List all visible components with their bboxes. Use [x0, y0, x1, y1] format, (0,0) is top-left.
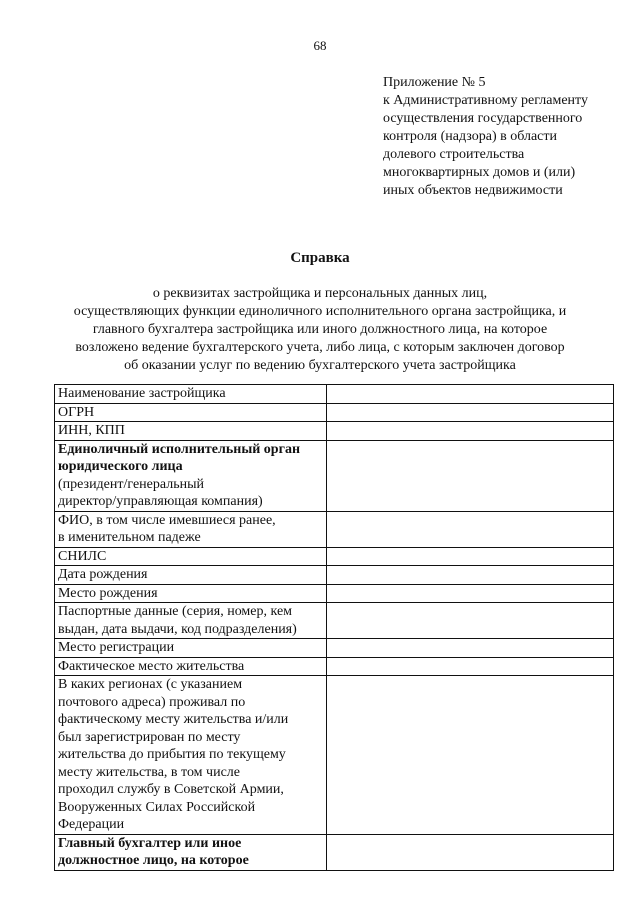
- label-line: жительства до прибытия по текущему: [58, 747, 286, 762]
- appendix-line: долевого строительства: [383, 147, 525, 162]
- appendix-line: иных объектов недвижимости: [383, 183, 563, 198]
- field-value: [326, 511, 613, 547]
- appendix-header: [383, 74, 623, 200]
- table-row: [55, 566, 614, 585]
- label-line: СНИЛС: [58, 548, 107, 564]
- label-line: Наименование застройщика: [58, 386, 226, 401]
- table-row: [55, 603, 614, 639]
- table-row: [55, 511, 614, 547]
- field-value: [326, 639, 613, 658]
- field-value: [326, 834, 613, 870]
- subtitle-line: о реквизитах застройщика и персональных данных лиц,: [152, 286, 488, 301]
- label-line: Место рождения: [58, 585, 158, 601]
- document-title: Справка: [290, 250, 350, 266]
- field-value: [326, 547, 613, 566]
- field-label: [55, 639, 327, 658]
- table-row: [55, 584, 614, 603]
- field-label: [55, 440, 327, 511]
- label-line: месту жительства, в том числе: [58, 764, 240, 780]
- label-line: ОГРН: [58, 404, 95, 420]
- label-line: в именительном падеже: [58, 530, 201, 545]
- document-subtitle: [40, 285, 600, 375]
- table-row: [55, 639, 614, 658]
- label-line: Вооруженных Силах Российской: [58, 799, 256, 815]
- table-row: [55, 422, 614, 441]
- field-value: [326, 657, 613, 676]
- appendix-line: Приложение № 5: [383, 75, 486, 90]
- label-line: Паспортные данные (серия, номер, кем: [58, 604, 293, 619]
- label-line: В каких регионах (с указанием: [58, 677, 243, 692]
- field-value: [326, 603, 613, 639]
- subtitle-line: возложено ведение бухгалтерского учета, либо лица, с которым заключен договор: [75, 340, 565, 355]
- field-value: [326, 440, 613, 511]
- field-label: [55, 834, 327, 870]
- label-line: Дата рождения: [58, 567, 148, 582]
- field-label: [55, 657, 327, 676]
- label-line: Место регистрации: [58, 640, 175, 655]
- requisites-table: [54, 384, 614, 871]
- label-line-bold: юридического лица: [58, 459, 183, 474]
- label-line: ФИО, в том числе имевшиеся ранее,: [58, 512, 276, 528]
- field-value: [326, 676, 613, 835]
- label-line: выдан, дата выдачи, код подразделения): [58, 621, 297, 637]
- field-value: [326, 566, 613, 585]
- field-value: [326, 422, 613, 441]
- field-label: [55, 676, 327, 835]
- table-row: [55, 385, 614, 404]
- subtitle-line: главного бухгалтера застройщика или иного должностного лица, на которое: [92, 322, 548, 337]
- table-row: [55, 657, 614, 676]
- appendix-line: многоквартирных домов и (или): [383, 165, 576, 180]
- appendix-line: контроля (надзора) в области: [383, 129, 558, 144]
- label-line: был зарегистрирован по месту: [58, 729, 241, 745]
- label-line: директор/управляющая компания): [58, 494, 263, 509]
- page-number: 68: [313, 38, 327, 53]
- field-label: [55, 547, 327, 566]
- table-row: [55, 403, 614, 422]
- label-line: Федерации: [58, 817, 125, 832]
- table-row: [55, 440, 614, 511]
- label-line: (президент/генеральный: [58, 476, 204, 492]
- field-value: [326, 584, 613, 603]
- appendix-line: осуществления государственного: [383, 111, 583, 126]
- field-label: [55, 566, 327, 585]
- field-label: [55, 422, 327, 441]
- field-label: [55, 403, 327, 422]
- field-label: [55, 511, 327, 547]
- label-line-bold: Главный бухгалтер или иное: [58, 835, 242, 851]
- table-row: [55, 547, 614, 566]
- field-label: [55, 584, 327, 603]
- field-value: [326, 385, 613, 404]
- appendix-line: к Административному регламенту: [383, 93, 588, 108]
- subtitle-line: об оказании услуг по ведению бухгалтерского учета застройщика: [124, 358, 516, 373]
- label-line: проходил службу в Советской Армии,: [58, 782, 284, 797]
- label-line-bold: должностное лицо, на которое: [58, 853, 249, 868]
- table-row: [55, 676, 614, 835]
- label-line: ИНН, КПП: [58, 423, 125, 438]
- label-line: Фактическое место жительства: [58, 658, 245, 674]
- label-line: почтового адреса) проживал по: [58, 694, 246, 710]
- field-value: [326, 403, 613, 422]
- label-line-bold: Единоличный исполнительный орган: [58, 441, 301, 457]
- field-label: [55, 603, 327, 639]
- field-label: [55, 385, 327, 404]
- table-row: [55, 834, 614, 870]
- label-line: фактическому месту жительства и/или: [58, 712, 289, 727]
- subtitle-line: осуществляющих функции единоличного исполнительного органа застройщика, и: [73, 304, 567, 319]
